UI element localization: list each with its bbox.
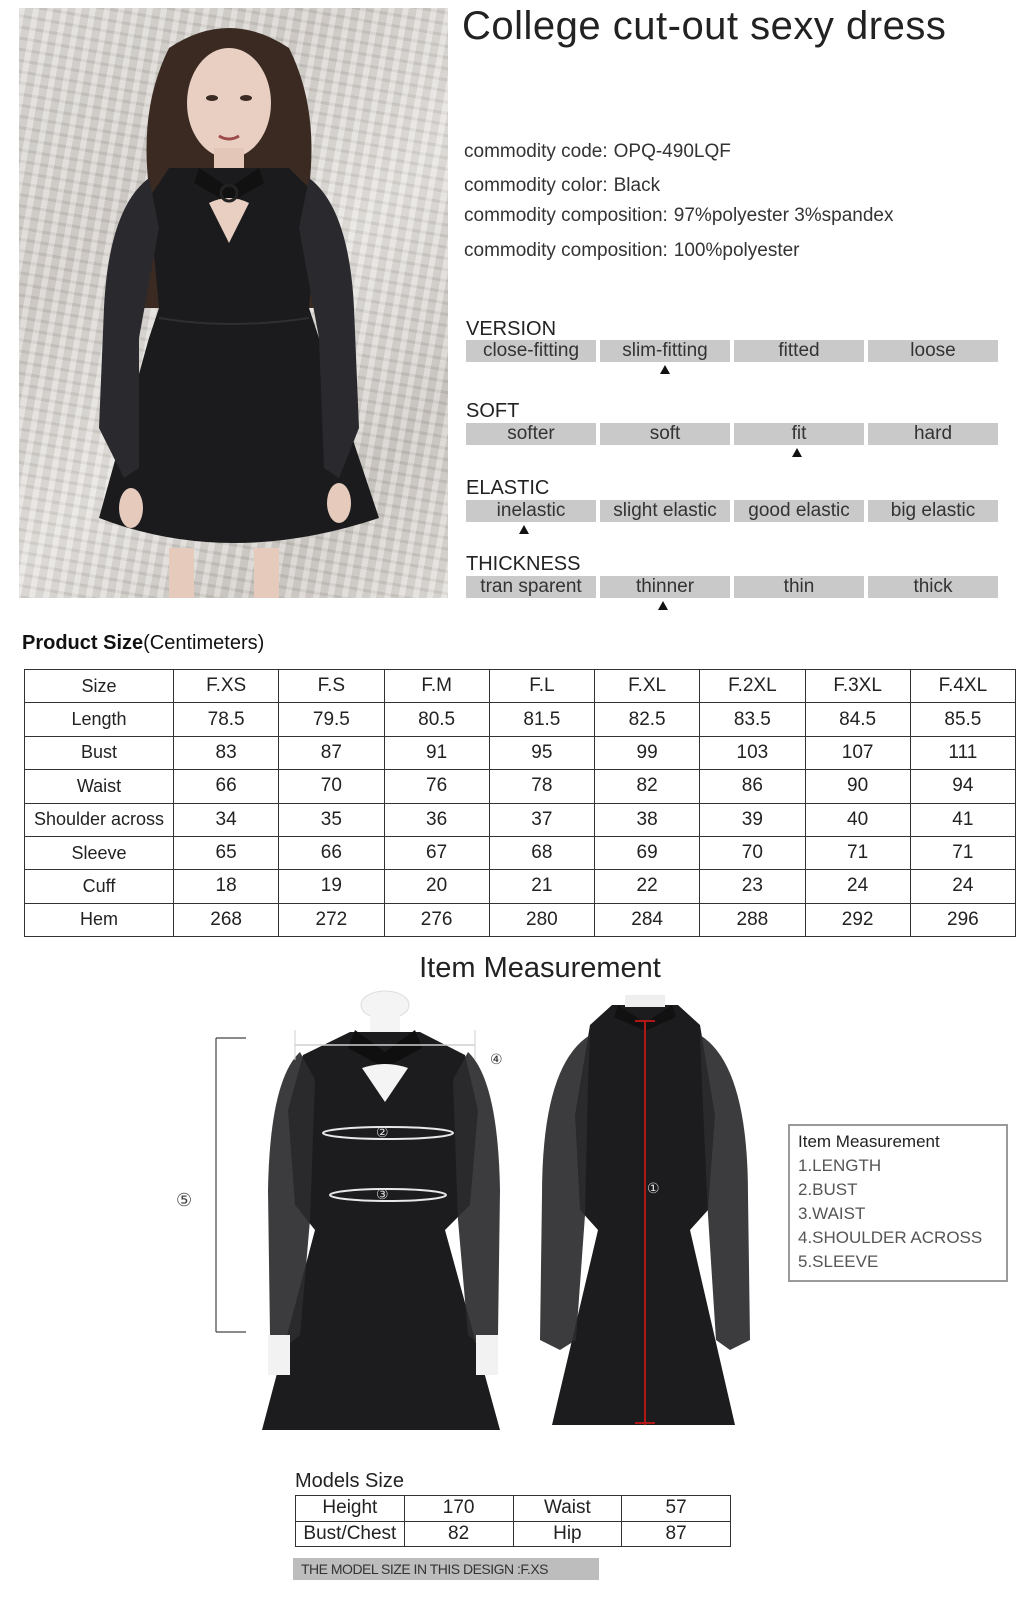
legend-item: 3.WAIST — [798, 1204, 866, 1223]
table-cell: 170 — [404, 1496, 513, 1522]
model-photo — [19, 8, 448, 598]
table-header-cell: F.S — [279, 670, 384, 703]
spec-key: commodity code: — [464, 141, 608, 162]
table-cell: 78.5 — [174, 703, 279, 736]
table-header-cell: F.4XL — [910, 670, 1015, 703]
table-cell: Hem — [25, 903, 174, 936]
table-row — [25, 836, 1016, 869]
attr-option: soft — [600, 423, 730, 445]
spec-value: 100%polyester — [673, 240, 800, 261]
table-cell: 41 — [910, 803, 1015, 836]
measure-marker-sleeve: ⑤ — [176, 1190, 193, 1210]
table-header-cell: F.2XL — [700, 670, 805, 703]
table-cell: 23 — [700, 870, 805, 903]
table-cell: 80.5 — [384, 703, 489, 736]
legend-item: 5.SLEEVE — [798, 1252, 879, 1271]
attr-option: fitted — [734, 340, 864, 362]
table-cell: 284 — [595, 903, 700, 936]
table-cell: 268 — [174, 903, 279, 936]
table-cell: 21 — [489, 870, 594, 903]
table-cell: 71 — [805, 836, 910, 869]
table-cell: 66 — [174, 770, 279, 803]
table-cell: 71 — [910, 836, 1015, 869]
table-cell: 18 — [174, 870, 279, 903]
table-cell: 288 — [700, 903, 805, 936]
table-cell: 37 — [489, 803, 594, 836]
measure-marker-bust: ② — [376, 1124, 389, 1140]
table-cell: 35 — [279, 803, 384, 836]
table-cell: 76 — [384, 770, 489, 803]
attr-row-version — [466, 340, 998, 362]
table-cell: 86 — [700, 770, 805, 803]
table-cell: 87 — [622, 1521, 731, 1547]
table-cell: 272 — [279, 903, 384, 936]
model-size-note: THE MODEL SIZE IN THIS DESIGN :F.XS — [293, 1558, 599, 1580]
attr-option: fit — [734, 423, 864, 445]
table-cell: 38 — [595, 803, 700, 836]
table-cell: 91 — [384, 736, 489, 769]
attr-row-thickness — [466, 576, 998, 598]
product-size-title — [22, 632, 264, 655]
attr-row-elastic — [466, 500, 998, 522]
table-header-cell: F.XL — [595, 670, 700, 703]
table-row — [296, 1496, 731, 1522]
attr-option: good elastic — [734, 500, 864, 522]
table-header-cell: F.XS — [174, 670, 279, 703]
table-cell: 292 — [805, 903, 910, 936]
table-cell: 296 — [910, 903, 1015, 936]
spec-value: OPQ-490LQF — [613, 141, 731, 162]
table-cell: 69 — [595, 836, 700, 869]
spec-value: Black — [613, 175, 661, 196]
table-row — [25, 903, 1016, 936]
table-cell: Hip — [513, 1521, 622, 1547]
table-cell: Cuff — [25, 870, 174, 903]
table-cell: Height — [296, 1496, 405, 1522]
legend-item: 4.SHOULDER ACROSS — [798, 1228, 983, 1247]
table-cell: 82 — [595, 770, 700, 803]
table-cell: Waist — [513, 1496, 622, 1522]
attr-option: slight elastic — [600, 500, 730, 522]
table-cell: 36 — [384, 803, 489, 836]
table-cell: 276 — [384, 903, 489, 936]
item-measurement-title: Item Measurement — [419, 952, 661, 984]
table-cell: 24 — [805, 870, 910, 903]
table-cell: 90 — [805, 770, 910, 803]
table-cell: 82 — [404, 1521, 513, 1547]
spec-value: 97%polyester 3%spandex — [673, 205, 894, 226]
table-cell: 40 — [805, 803, 910, 836]
table-row — [25, 803, 1016, 836]
table-header-row — [25, 670, 1016, 703]
spec-composition-2 — [464, 240, 800, 262]
models-size-table — [295, 1495, 731, 1547]
table-cell: 84.5 — [805, 703, 910, 736]
table-cell: Shoulder across — [25, 803, 174, 836]
attr-option: inelastic — [466, 500, 596, 522]
table-cell: 68 — [489, 836, 594, 869]
spec-commodity-code — [464, 141, 731, 163]
table-header-cell: Size — [25, 670, 174, 703]
attr-option: softer — [466, 423, 596, 445]
table-cell: 19 — [279, 870, 384, 903]
table-cell: 83.5 — [700, 703, 805, 736]
table-cell: 70 — [279, 770, 384, 803]
table-header-cell: F.L — [489, 670, 594, 703]
table-cell: 87 — [279, 736, 384, 769]
table-cell: 103 — [700, 736, 805, 769]
attr-option: thin — [734, 576, 864, 598]
table-cell: 66 — [279, 836, 384, 869]
attr-label-soft: SOFT — [466, 400, 520, 422]
spec-composition-1 — [464, 205, 894, 227]
measure-marker-waist: ③ — [376, 1186, 389, 1202]
attr-option: slim-fitting — [600, 340, 730, 362]
table-cell: 83 — [174, 736, 279, 769]
measurement-legend — [788, 1124, 1008, 1282]
table-cell: 280 — [489, 903, 594, 936]
table-cell: 57 — [622, 1496, 731, 1522]
table-row — [25, 770, 1016, 803]
product-size-title-bold: Product Size — [22, 632, 144, 654]
table-row — [296, 1521, 731, 1547]
attr-option: tran sparent — [466, 576, 596, 598]
selected-marker-icon — [660, 365, 670, 374]
table-cell: 82.5 — [595, 703, 700, 736]
table-cell: 111 — [910, 736, 1015, 769]
back-dress-illustration — [530, 995, 760, 1445]
attr-label-thickness: THICKNESS — [466, 553, 581, 575]
table-cell: 24 — [910, 870, 1015, 903]
spec-commodity-color — [464, 175, 660, 197]
measure-marker-shoulder: ④ — [490, 1051, 503, 1067]
table-cell: 34 — [174, 803, 279, 836]
size-table — [24, 669, 1016, 937]
legend-title: Item Measurement — [798, 1132, 940, 1151]
spec-key: commodity composition: — [464, 205, 668, 226]
table-cell: 85.5 — [910, 703, 1015, 736]
attr-label-version: VERSION — [466, 318, 557, 340]
selected-marker-icon — [658, 601, 668, 610]
table-cell: 94 — [910, 770, 1015, 803]
attr-option: close-fitting — [466, 340, 596, 362]
product-title: College cut-out sexy dress — [462, 4, 947, 48]
table-cell: 39 — [700, 803, 805, 836]
models-size-title: Models Size — [295, 1470, 404, 1492]
attr-row-soft — [466, 423, 998, 445]
table-row — [25, 870, 1016, 903]
spec-key: commodity color: — [464, 175, 608, 196]
selected-marker-icon — [792, 448, 802, 457]
table-cell: 70 — [700, 836, 805, 869]
table-cell: 78 — [489, 770, 594, 803]
table-cell: Length — [25, 703, 174, 736]
table-row — [25, 703, 1016, 736]
product-size-unit: (Centimeters) — [143, 632, 265, 654]
table-cell: Sleeve — [25, 836, 174, 869]
table-cell: Waist — [25, 770, 174, 803]
table-cell: Bust — [25, 736, 174, 769]
attr-label-elastic: ELASTIC — [466, 477, 550, 499]
attr-option: big elastic — [868, 500, 998, 522]
legend-item: 2.BUST — [798, 1180, 858, 1199]
spec-key: commodity composition: — [464, 240, 668, 261]
attr-option: loose — [868, 340, 998, 362]
table-cell: 20 — [384, 870, 489, 903]
measure-marker-length: ① — [647, 1180, 660, 1196]
table-row — [25, 736, 1016, 769]
attr-option: thinner — [600, 576, 730, 598]
table-cell: 107 — [805, 736, 910, 769]
table-cell: 95 — [489, 736, 594, 769]
table-cell: 99 — [595, 736, 700, 769]
table-cell: 65 — [174, 836, 279, 869]
attr-option: hard — [868, 423, 998, 445]
attr-option: thick — [868, 576, 998, 598]
table-header-cell: F.M — [384, 670, 489, 703]
table-cell: Bust/Chest — [296, 1521, 405, 1547]
table-header-cell: F.3XL — [805, 670, 910, 703]
table-cell: 22 — [595, 870, 700, 903]
selected-marker-icon — [519, 525, 529, 534]
front-dress-illustration — [200, 990, 520, 1450]
table-cell: 79.5 — [279, 703, 384, 736]
table-cell: 81.5 — [489, 703, 594, 736]
legend-item: 1.LENGTH — [798, 1156, 882, 1175]
table-cell: 67 — [384, 836, 489, 869]
